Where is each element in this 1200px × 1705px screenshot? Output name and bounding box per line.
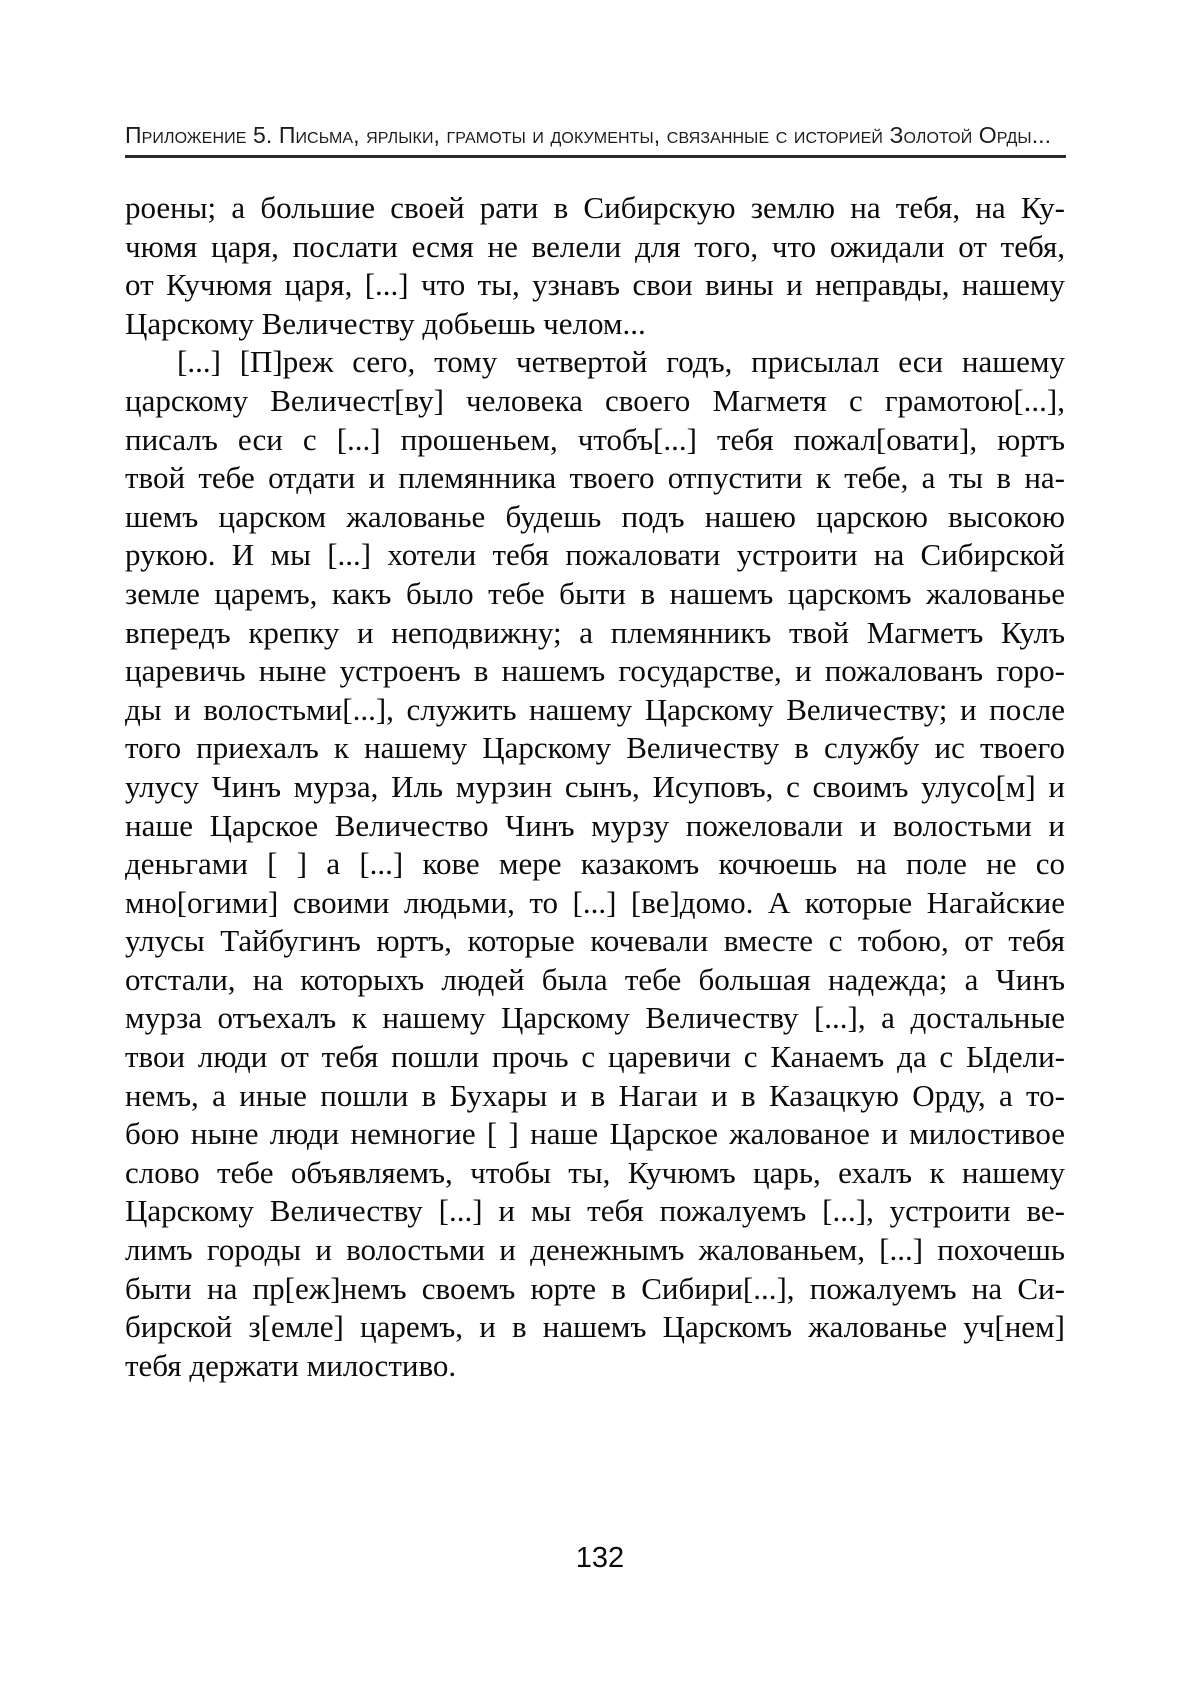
body-text-line: чюмя царя, послати есмя не велели для того, что ожидали от тебя, <box>125 228 1065 264</box>
body-text-line: мурза отъехалъ к нашему Царскому Величеству [...], а достальные <box>125 1000 1065 1036</box>
body-text-line: немъ, а иные пошли в Бухары и в Нагаи и в Казацкую Орду, а то- <box>125 1077 1065 1113</box>
body-text-line: того приехалъ к нашему Царскому Величеству в службу ис твоего <box>125 730 1065 766</box>
body-text-line: от Кучюмя царя, [...] что ты, узнавъ свои вины и неправды, нашему <box>125 267 1065 303</box>
body-text-line: царевичь ныне устроенъ в нашемъ государстве, и пожалованъ горо- <box>125 653 1065 689</box>
header-rule <box>125 155 1066 158</box>
body-text-line: бирской з[емле] царемъ, и в нашемъ Царскомъ жалованье уч[нем] <box>125 1309 1065 1345</box>
body-text-line: писалъ еси с [...] прошеньем, чтобъ[...] тебя пожал[овати], юртъ <box>125 421 1065 457</box>
body-text-line: шемъ царском жалованье будешь подъ нашею царскою высокою <box>125 498 1065 534</box>
body-text-line: ды и волостьми[...], служить нашему Царскому Величеству; и после <box>125 691 1065 727</box>
body-text-line: улусы Тайбугинъ юртъ, которые кочевали вместе с тобою, от тебя <box>125 923 1065 959</box>
page-number: 132 <box>575 1542 625 1574</box>
body-text-line: лимъ городы и волостьми и денежнымъ жалованьем, [...] похочешь <box>125 1232 1065 1268</box>
body-text-line: твои люди от тебя пошли прочь с царевичи с Канаемъ да с Ыдели- <box>125 1039 1065 1075</box>
body-text-line: земле царемъ, какъ было тебе быти в нашемъ царскомъ жалованье <box>125 575 1065 611</box>
body-text <box>125 189 1065 1385</box>
body-text-line: впередъ крепку и неподвижну; а племянникъ твой Магметъ Кулъ <box>125 614 1065 650</box>
body-text-line: слово тебе объявляемъ, чтобы ты, Кучюмъ царь, ехалъ к нашему <box>125 1154 1065 1190</box>
body-text-line: твой тебе отдати и племянника твоего отпустити к тебе, а ты в на- <box>125 460 1065 496</box>
running-header-text: Приложение 5. Письма, ярлыки, грамоты и документы, связанные с историей Золотой Орды... <box>125 122 1052 148</box>
body-text-line: Царскому Величеству [...] и мы тебя пожалуемъ [...], устроити ве- <box>125 1193 1065 1229</box>
body-text-line: царскому Величест[ву] человека своего Магметя с грамотою[...], <box>125 382 1065 418</box>
body-text-line: роены; а большие своей рати в Сибирскую землю на тебя, на Ку- <box>125 190 1065 225</box>
body-text-line: рукою. И мы [...] хотели тебя пожаловати устроити на Сибирской <box>125 537 1065 573</box>
body-text-line: [...] [П]реж сего, тому четвертой годъ, присылал еси нашему <box>177 344 1065 380</box>
body-text-line: тебя держати милостиво. <box>125 1347 457 1383</box>
body-text-line: улусу Чинъ мурза, Иль мурзин сынъ, Исуповъ, с своимъ улусо[м] и <box>125 768 1065 804</box>
body-text-line: быти на пр[еж]немъ своемъ юрте в Сибири[...], пожалуемъ на Си- <box>125 1270 1065 1306</box>
body-text-line: деньгами [ ] а [...] кове мере казакомъ кочюешь на поле не со <box>125 846 1065 882</box>
body-text-line: отстали, на которыхъ людей была тебе большая надежда; а Чинъ <box>125 961 1065 997</box>
body-text-line: наше Царское Величество Чинъ мурзу пожеловали и волостьми и <box>125 807 1065 843</box>
body-text-line: Царскому Величеству добьешь челом... <box>125 305 646 341</box>
body-text-line: бою ныне люди немногие [ ] наше Царское жалованое и милостивое <box>125 1116 1065 1152</box>
running-header <box>125 123 1066 158</box>
body-text-line: мно[огими] своими людьми, то [...] [ве]домо. А которые Нагайские <box>125 884 1065 920</box>
